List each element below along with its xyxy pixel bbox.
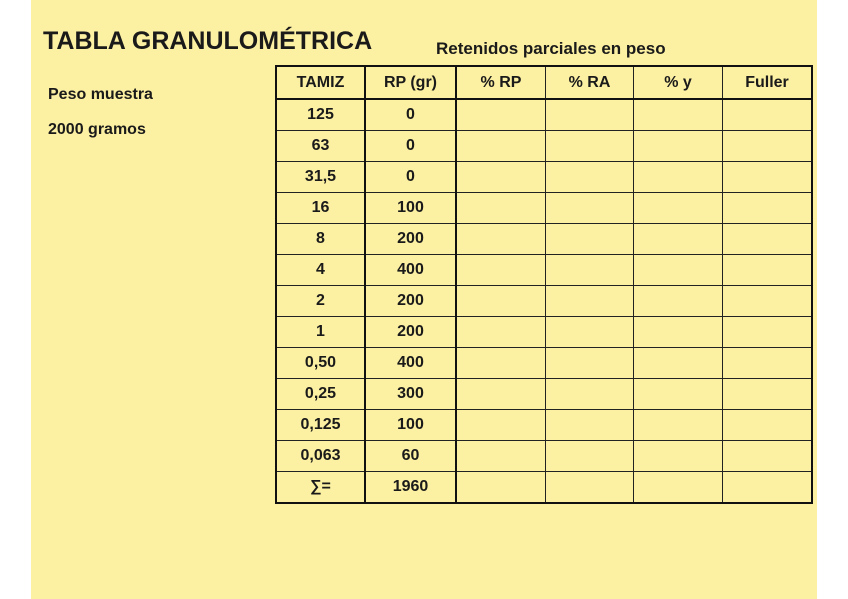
- cell-percent-rp: [456, 410, 546, 441]
- total-label: ∑=: [276, 472, 365, 504]
- cell-rp: 0: [365, 131, 456, 162]
- cell-rp: 100: [365, 410, 456, 441]
- cell-tamiz: 16: [276, 193, 365, 224]
- cell-rp: 400: [365, 255, 456, 286]
- table-row: [276, 441, 812, 472]
- column-header-percent-y: % y: [634, 66, 723, 99]
- cell-tamiz: 0,25: [276, 379, 365, 410]
- cell-percent-y: [634, 379, 723, 410]
- column-header-percent-rp: % RP: [456, 66, 546, 99]
- cell-percent-rp: [456, 472, 546, 504]
- cell-percent-ra: [546, 99, 634, 131]
- cell-fuller: [723, 99, 813, 131]
- cell-percent-rp: [456, 131, 546, 162]
- cell-percent-rp: [456, 193, 546, 224]
- column-header-rp: RP (gr): [365, 66, 456, 99]
- table-row: [276, 317, 812, 348]
- table-row: [276, 162, 812, 193]
- cell-tamiz: 0,125: [276, 410, 365, 441]
- cell-tamiz: 0,50: [276, 348, 365, 379]
- table-row: [276, 348, 812, 379]
- cell-tamiz: 63: [276, 131, 365, 162]
- cell-rp: 300: [365, 379, 456, 410]
- cell-percent-rp: [456, 255, 546, 286]
- cell-percent-rp: [456, 286, 546, 317]
- cell-percent-y: [634, 224, 723, 255]
- cell-percent-ra: [546, 255, 634, 286]
- cell-fuller: [723, 255, 813, 286]
- cell-percent-ra: [546, 472, 634, 504]
- cell-percent-y: [634, 131, 723, 162]
- table-row: [276, 131, 812, 162]
- cell-percent-ra: [546, 131, 634, 162]
- total-value: 1960: [365, 472, 456, 504]
- cell-rp: 400: [365, 348, 456, 379]
- cell-percent-ra: [546, 286, 634, 317]
- cell-fuller: [723, 131, 813, 162]
- cell-fuller: [723, 317, 813, 348]
- cell-rp: 200: [365, 317, 456, 348]
- cell-fuller: [723, 193, 813, 224]
- cell-percent-ra: [546, 441, 634, 472]
- table-total-row: [276, 472, 812, 504]
- cell-fuller: [723, 224, 813, 255]
- cell-percent-rp: [456, 379, 546, 410]
- column-header-fuller: Fuller: [723, 66, 813, 99]
- cell-percent-ra: [546, 410, 634, 441]
- cell-tamiz: 125: [276, 99, 365, 131]
- slide: [31, 0, 817, 599]
- cell-percent-y: [634, 472, 723, 504]
- cell-percent-ra: [546, 348, 634, 379]
- cell-percent-y: [634, 99, 723, 131]
- cell-fuller: [723, 286, 813, 317]
- cell-fuller: [723, 348, 813, 379]
- cell-tamiz: 1: [276, 317, 365, 348]
- cell-percent-rp: [456, 224, 546, 255]
- cell-tamiz: 31,5: [276, 162, 365, 193]
- cell-tamiz: 0,063: [276, 441, 365, 472]
- cell-tamiz: 4: [276, 255, 365, 286]
- cell-percent-rp: [456, 441, 546, 472]
- table-subtitle: Retenidos parciales en peso: [436, 39, 666, 58]
- cell-percent-ra: [546, 193, 634, 224]
- cell-percent-y: [634, 255, 723, 286]
- table-row: [276, 255, 812, 286]
- cell-fuller: [723, 162, 813, 193]
- table-row: [276, 379, 812, 410]
- cell-percent-y: [634, 441, 723, 472]
- cell-percent-y: [634, 162, 723, 193]
- cell-rp: 100: [365, 193, 456, 224]
- sample-weight-value: 2000 gramos: [48, 121, 146, 138]
- cell-percent-y: [634, 317, 723, 348]
- cell-percent-rp: [456, 317, 546, 348]
- cell-percent-ra: [546, 379, 634, 410]
- table-row: [276, 286, 812, 317]
- cell-tamiz: 2: [276, 286, 365, 317]
- cell-rp: 0: [365, 99, 456, 131]
- cell-rp: 200: [365, 224, 456, 255]
- cell-rp: 200: [365, 286, 456, 317]
- column-header-percent-ra: % RA: [546, 66, 634, 99]
- cell-percent-rp: [456, 99, 546, 131]
- granulometric-table: [275, 65, 813, 504]
- cell-percent-y: [634, 286, 723, 317]
- cell-percent-ra: [546, 317, 634, 348]
- column-header-tamiz: TAMIZ: [276, 66, 365, 99]
- cell-rp: 0: [365, 162, 456, 193]
- cell-fuller: [723, 379, 813, 410]
- sample-weight-label: Peso muestra: [48, 86, 153, 103]
- table-row: [276, 224, 812, 255]
- cell-percent-ra: [546, 162, 634, 193]
- cell-rp: 60: [365, 441, 456, 472]
- cell-percent-rp: [456, 162, 546, 193]
- page-title: TABLA GRANULOMÉTRICA: [43, 27, 373, 55]
- table-row: [276, 99, 812, 131]
- cell-percent-rp: [456, 348, 546, 379]
- table-body: [276, 99, 812, 503]
- table-header-row: [276, 66, 812, 99]
- table-row: [276, 193, 812, 224]
- cell-percent-y: [634, 410, 723, 441]
- cell-percent-y: [634, 348, 723, 379]
- cell-fuller: [723, 472, 813, 504]
- cell-percent-y: [634, 193, 723, 224]
- table-row: [276, 410, 812, 441]
- cell-percent-ra: [546, 224, 634, 255]
- cell-fuller: [723, 441, 813, 472]
- cell-fuller: [723, 410, 813, 441]
- cell-tamiz: 8: [276, 224, 365, 255]
